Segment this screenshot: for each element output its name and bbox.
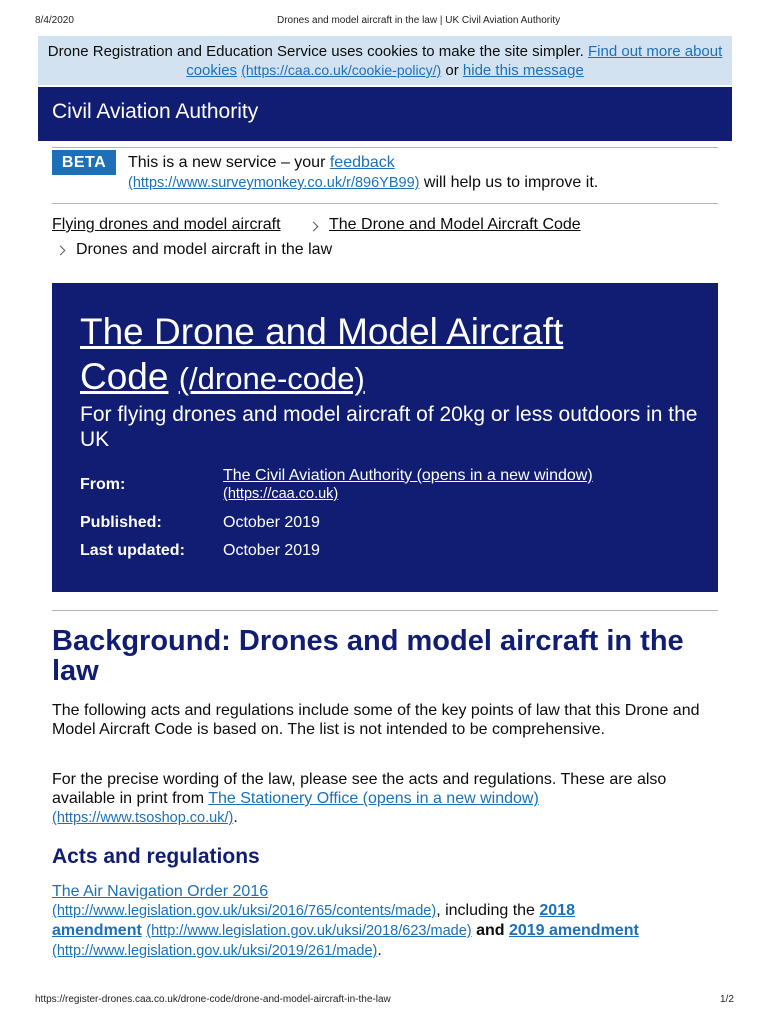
beta-tag: BETA	[52, 150, 116, 175]
amendment-2018-link-a[interactable]: 2018	[539, 902, 575, 919]
hero-title-link-line1[interactable]: The Drone and Model Aircraft	[80, 311, 564, 352]
updated-value: October 2019	[223, 542, 320, 559]
list-end: .	[377, 942, 382, 959]
stationery-end: .	[233, 809, 238, 826]
air-navigation-order-url[interactable]: (http://www.legislation.gov.uk/uksi/2016/765/contents/made)	[52, 903, 437, 919]
stationery-office-link[interactable]: The Stationery Office (opens in a new window)	[208, 790, 539, 807]
hero-subtitle: For flying drones and model aircraft of 20kg or less outdoors in the UK	[80, 403, 698, 451]
hero-title-url[interactable]: (/drone-code)	[178, 361, 365, 396]
breadcrumb-current: Drones and model aircraft in the law	[76, 241, 333, 258]
acts-subheading: Acts and regulations	[52, 845, 260, 868]
hero-banner	[52, 283, 718, 592]
cookie-policy-link[interactable]: Find out more about cookies	[186, 43, 723, 79]
cookie-banner	[38, 36, 732, 85]
breadcrumb-item-flying-drones[interactable]: Flying drones and model aircraft	[52, 216, 281, 233]
hide-message-link[interactable]: hide this message	[462, 62, 584, 79]
print-url: https://register-drones.caa.co.uk/drone-code/drone-and-model-aircraft-in-the-law	[35, 994, 391, 1005]
and-text: and	[476, 922, 505, 939]
header-divider	[52, 147, 718, 148]
from-url[interactable]: (https://caa.co.uk)	[223, 486, 339, 502]
air-navigation-order-link[interactable]: The Air Navigation Order 2016	[52, 883, 269, 900]
site-title[interactable]: Civil Aviation Authority	[52, 100, 259, 123]
print-date: 8/4/2020	[35, 15, 74, 26]
print-page-number: 1/2	[720, 994, 734, 1005]
from-link[interactable]: The Civil Aviation Authority (opens in a new window)	[223, 467, 593, 484]
cookie-or: or	[445, 62, 459, 79]
page-heading: Background: Drones and model aircraft in the law	[52, 625, 684, 687]
cookie-policy-url[interactable]: (https://caa.co.uk/cookie-policy/)	[241, 62, 442, 78]
from-value	[223, 467, 593, 503]
from-label: From:	[80, 476, 126, 493]
updated-label: Last updated:	[80, 542, 185, 559]
intro-paragraph: The following acts and regulations include some of the key points of law that this Drone and Model Aircraft Code is based on. The list is not intended to be comprehensive.	[52, 702, 700, 738]
content-divider	[52, 610, 718, 611]
stationery-paragraph	[52, 770, 732, 828]
amendment-2019-url[interactable]: (http://www.legislation.gov.uk/uksi/2019/261/made)	[52, 943, 378, 959]
including-text: , including the	[436, 902, 535, 919]
stationery-text: For the precise wording of the law, please see the acts and regulations. These are also available in print from	[52, 771, 667, 807]
amendment-2018-url[interactable]: (http://www.legislation.gov.uk/uksi/2018/623/made)	[146, 923, 472, 939]
beta-text-after: will help us to improve it.	[423, 174, 599, 191]
hero-title	[80, 309, 700, 401]
cookie-text: Drone Registration and Education Service uses cookies to make the site simpler.	[47, 43, 584, 60]
beta-message	[128, 153, 718, 193]
published-label: Published:	[80, 514, 162, 531]
stationery-office-url[interactable]: (https://www.tsoshop.co.uk/)	[52, 810, 234, 826]
print-title: Drones and model aircraft in the law | UK Civil Aviation Authority	[277, 15, 561, 26]
breadcrumb-item-drone-code[interactable]: The Drone and Model Aircraft Code	[329, 216, 581, 233]
amendment-2018-link-b[interactable]: amendment	[52, 922, 142, 939]
beta-divider	[52, 203, 718, 204]
feedback-link[interactable]: feedback	[329, 154, 395, 171]
acts-list-item	[52, 882, 732, 961]
published-value: October 2019	[223, 514, 320, 531]
feedback-url[interactable]: (https://www.surveymonkey.co.uk/r/896YB99)	[128, 175, 420, 191]
chevron-right-icon	[309, 222, 319, 232]
chevron-right-icon	[56, 246, 66, 256]
hero-title-link-line2[interactable]: Code	[80, 356, 169, 397]
beta-text-before: This is a new service – your	[128, 154, 326, 171]
amendment-2019-link[interactable]: 2019 amendment	[508, 922, 639, 939]
